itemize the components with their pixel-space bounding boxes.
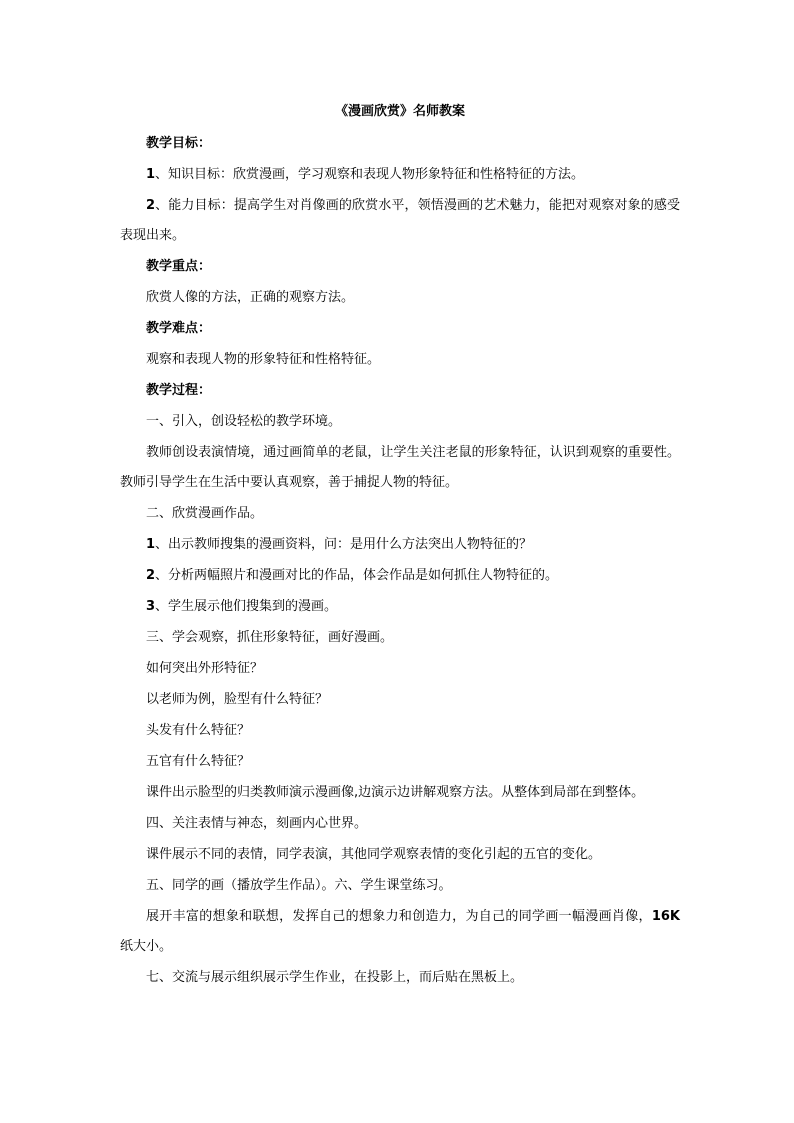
paragraph — [120, 902, 680, 962]
paragraph-list — [120, 134, 680, 988]
paragraph-text: 如何突出外形特征？ — [146, 661, 264, 676]
list-number: 3 — [146, 599, 156, 614]
paragraph — [120, 438, 680, 498]
paragraph — [120, 257, 680, 277]
paragraph-text: 四、关注表情与神态，刻画内心世界。 — [146, 816, 368, 831]
paragraph — [120, 690, 680, 710]
paragraph-text: 课件出示脸型的归类教师演示漫画像,边演示边讲解观察方法。从整体到局部在到整体。 — [146, 785, 645, 800]
paragraph-text: 一、引入，创设轻松的教学环境。 — [146, 414, 342, 429]
paragraph-text: 三、学会观察，抓住形象特征，画好漫画。 — [146, 630, 394, 645]
paragraph-text: 二、欣赏漫画作品。 — [146, 506, 264, 521]
paragraph-text: 以老师为例，脸型有什么特征？ — [146, 692, 329, 707]
paragraph — [120, 845, 680, 865]
paragraph — [120, 566, 680, 586]
list-number: 1 — [146, 537, 156, 552]
paragraph-text: 、分析两幅照片和漫画对比的作品，体会作品是如何抓住人物特征的。 — [155, 568, 559, 583]
paragraph — [120, 968, 680, 988]
paper-size: 16K — [651, 909, 680, 924]
paragraph — [120, 412, 680, 432]
paragraph-text: 教学难点： — [146, 321, 212, 336]
paragraph — [120, 165, 680, 185]
document-title: 《漫画欣赏》名师教案 — [334, 104, 465, 119]
paragraph-text: 、知识目标：欣赏漫画，学习观察和表现人物形象特征和性格特征的方法。 — [155, 167, 585, 182]
paragraph — [120, 350, 680, 370]
paragraph — [120, 597, 680, 617]
paragraph-text: 教师创设表演情境，通过画简单的老鼠，让学生关注老鼠的形象特征，认识到观察的重要性。教师引导学生在生活中要认真观察，善于捕捉人物的特征。 — [120, 445, 680, 490]
list-number: 1 — [146, 167, 156, 182]
paragraph — [120, 381, 680, 401]
paragraph-text: 、出示教师搜集的漫画资料，问：是用什么方法突出人物特征的？ — [155, 537, 533, 552]
paragraph — [120, 191, 680, 251]
paragraph — [120, 134, 680, 154]
paragraph-text: 观察和表现人物的形象特征和性格特征。 — [146, 352, 381, 367]
paragraph — [120, 319, 680, 339]
paragraph-tail: 纸大小。 — [120, 939, 173, 954]
paragraph-text: 、能力目标：提高学生对肖像画的欣赏水平，领悟漫画的艺术魅力，能把对观察对象的感受表现出来。 — [120, 198, 680, 243]
paragraph — [120, 876, 680, 896]
paragraph — [120, 504, 680, 524]
paragraph-text: 欣赏人像的方法，正确的观察方法。 — [146, 290, 355, 305]
list-number: 2 — [146, 568, 156, 583]
document-body — [120, 102, 680, 999]
paragraph — [120, 288, 680, 308]
paragraph-text: 、学生展示他们搜集到的漫画。 — [155, 599, 338, 614]
paragraph-text: 七、交流与展示组织展示学生作业，在投影上，而后贴在黑板上。 — [146, 970, 524, 985]
paragraph — [120, 535, 680, 555]
paragraph-text: 教学过程： — [146, 383, 212, 398]
paragraph-text: 五、同学的画（播放学生作品）。六、学生课堂练习。 — [146, 878, 452, 893]
paragraph-text: 课件展示不同的表情，同学表演，其他同学观察表情的变化引起的五官的变化。 — [146, 847, 602, 862]
paragraph-text: 教学重点： — [146, 259, 212, 274]
paragraph-text: 头发有什么特征？ — [146, 723, 251, 738]
paragraph — [120, 659, 680, 679]
paragraph-text: 展开丰富的想象和联想，发挥自己的想象力和创造力，为自己的同学画一幅漫画肖像， — [146, 909, 652, 924]
paragraph — [120, 752, 680, 772]
paragraph — [120, 721, 680, 741]
paragraph — [120, 814, 680, 834]
paragraph — [120, 628, 680, 648]
paragraph-text: 教学目标： — [146, 136, 212, 151]
paragraph — [120, 783, 680, 803]
paragraph-text: 五官有什么特征？ — [146, 754, 251, 769]
list-number: 2 — [146, 198, 156, 213]
